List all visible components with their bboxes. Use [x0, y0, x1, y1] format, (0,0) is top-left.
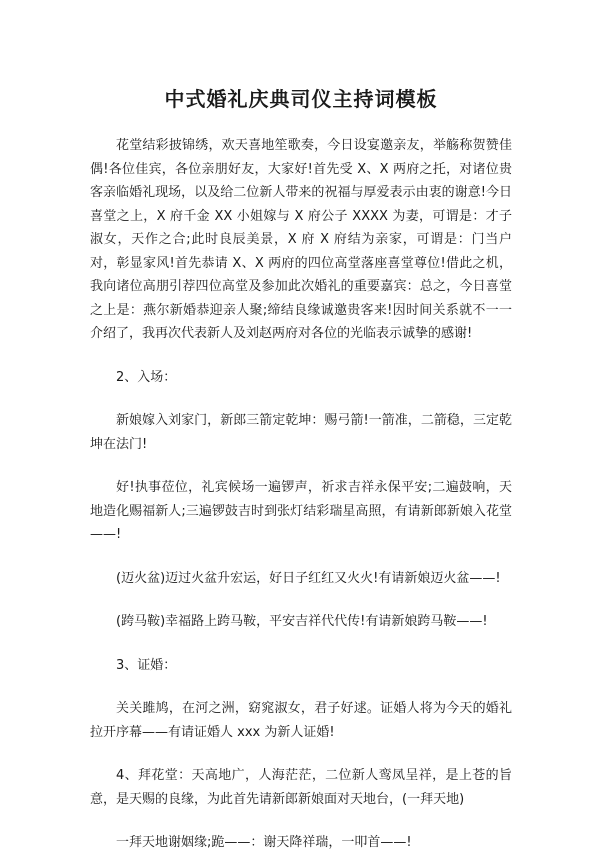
- paragraph-opening: 花堂结彩披锦绣，欢天喜地笙歌奏，今日设宴邀亲友，举觞称贺赞佳偶!各位佳宾，各位亲朋好友，大家好!首先受 X、X 两府之托，对诸位贵客亲临婚礼现场，以及给二位新人带来的祝福与厚爱表示由衷的谢意!今日喜堂之上，X 府千金 XX 小姐嫁与 X 府公子 XXXX 为妻，可谓是：才子淑女，天作之合;此时良辰美景，X 府 X 府结为亲家，可谓是：门当户对，彰显家风!首先恭请 X、X 两府的四位高堂落座喜堂尊位!借此之机，我向诸位高朋引荐四位高堂及参加此次婚礼的重要嘉宾：总之，今日喜堂之上是：燕尔新婚恭迎亲人聚;缔结良缘诚邀贵客来!因时间关系就不一一介绍了，我再次代表新人及刘赵两府对各位的光临表示诚挚的感谢!: [90, 138, 512, 341]
- paragraph-arrows: 新娘嫁入刘家门，新郎三箭定乾坤：赐弓箭!一箭准，二箭稳，三定乾坤在法门!: [90, 413, 512, 452]
- paragraph-saddle: (跨马鞍)幸福路上跨马鞍，平安吉祥代代传!有请新娘跨马鞍——!: [116, 614, 488, 629]
- section-heading-entrance: 2、入场：: [116, 369, 177, 385]
- paragraph-first-bow: 一拜天地谢姻缘;跪——：谢天降祥瑞，一叩首——!: [116, 835, 412, 850]
- paragraph-fire-basin: (迈火盆)迈过火盆升宏运，好日子红红又火火!有请新娘迈火盆——!: [116, 570, 501, 586]
- paragraph-witness: 关关雎鸠，在河之洲，窈窕淑女，君子好逑。证婚人将为今天的婚礼拉开序幕——有请证婚人 xxx 为新人证婚!: [90, 701, 512, 740]
- paragraph-worship: 4、拜花堂：天高地广，人海茫茫，二位新人鸾凤呈祥，是上苍的旨意，是天赐的良缘，为此首先请新郎新娘面对天地台，(一拜天地): [90, 768, 512, 807]
- paragraph-gong-drums: 好!执事莅位，礼宾候场一遍锣声，祈求吉祥永保平安;二遍鼓响，天地造化赐福新人;三遍锣鼓吉时到张灯结彩瑞星高照，有请新郎新娘入花堂——!: [90, 480, 512, 542]
- document-title: 中式婚礼庆典司仪主持词模板: [164, 87, 438, 111]
- section-heading-witness: 3、证婚：: [116, 657, 177, 673]
